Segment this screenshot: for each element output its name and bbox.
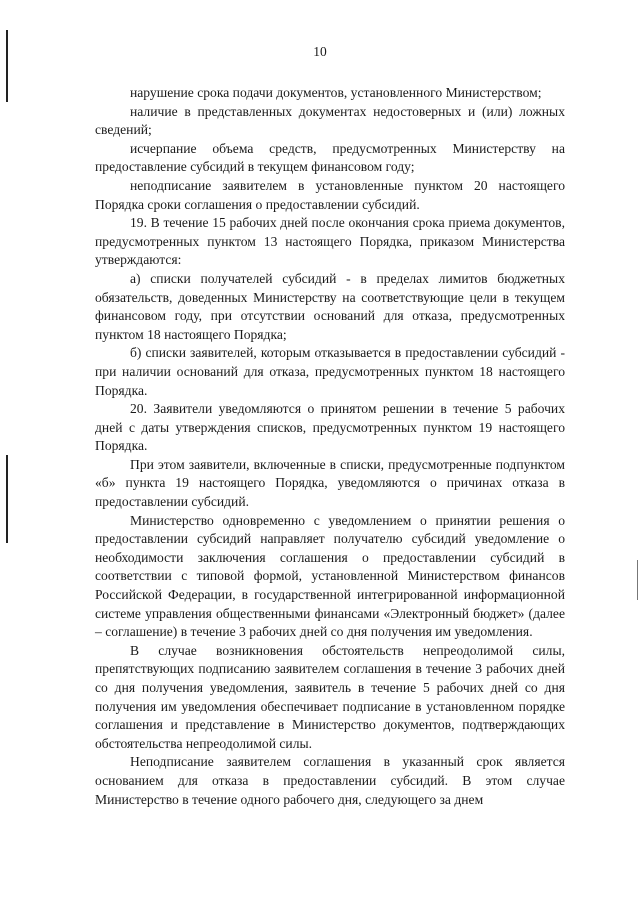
paragraph-false-info: наличие в представленных документах недостоверных и (или) ложных сведений; [95, 103, 565, 138]
paragraph-item-19: 19. В течение 15 рабочих дней после окончания срока приема документов, предусмотренных пунктом 13 настоящего Порядка, приказом Министерства утверждаются: [95, 215, 565, 268]
scan-edge-mark-right [637, 560, 638, 600]
paragraph-refusal-notice: При этом заявители, включенные в списки, предусмотренные подпунктом «б» пункта 19 настоящего Порядка, уведомляются о причинах отказа в предоставлении субсидий. [95, 456, 565, 510]
paragraph-item-19b: б) списки заявителей, которым отказывается в предоставлении субсидий - при наличии оснований для отказа, предусмотренных пунктом 18 настоящего Порядка. [95, 345, 565, 398]
paragraph-item-19a: а) списки получателей субсидий - в пределах лимитов бюджетных обязательств, доведенных Министерству на соответствующие цели в текущем финансовом году, при отсутствии оснований для отказа, предусмотренных пунктом 18 настоящего Порядка; [95, 270, 565, 342]
document-body [95, 84, 565, 809]
paragraph-agreement-notice: Министерство одновременно с уведомлением о принятии решения о предоставлении субсидий направляет получателю субсидий уведомление о необходимости заключения соглашения о предоставлении субсидий в соответствии с типовой формой, установленной Министерством финансов Российской Федерации, в государственной интегрированной информационной системе управления общественными финансами «Электронный бюджет» (далее – соглашение) в течение 3 рабочих дней со дня получения им уведомления. [95, 512, 565, 640]
scan-edge-mark-top [6, 30, 8, 102]
page-number: 10 [313, 44, 327, 59]
paragraph-agreement-not-signed: неподписание заявителем в установленные пунктом 20 настоящего Порядка сроки соглашения о предоставлении субсидий. [95, 177, 565, 212]
paragraph-violation-deadline: нарушение срока подачи документов, установленного Министерством; [130, 85, 542, 100]
paragraph-force-majeure: В случае возникновения обстоятельств непреодолимой силы, препятствующих подписанию заявителем соглашения в течение 3 рабочих дней со дня получения уведомления, заявитель в течение 5 рабочих дней со дня получения им уведомления обеспечивает подписание в установленном порядке соглашения и представление в Министерство документов, подтверждающих обстоятельства непреодолимой силы. [95, 642, 565, 751]
scan-edge-mark-middle [6, 455, 8, 543]
paragraph-non-signing: Неподписание заявителем соглашения в указанный срок является основанием для отказа в предоставлении субсидий. В этом случае Министерство в течение одного рабочего дня, следующего за днем [95, 754, 565, 807]
paragraph-item-20: 20. Заявители уведомляются о принятом решении в течение 5 рабочих дней с даты утверждения списков, предусмотренных пунктом 19 настоящего Порядка. [95, 401, 565, 454]
paragraph-funds-exhausted: исчерпание объема средств, предусмотренных Министерству на предоставление субсидий в текущем финансовом году; [95, 140, 565, 175]
